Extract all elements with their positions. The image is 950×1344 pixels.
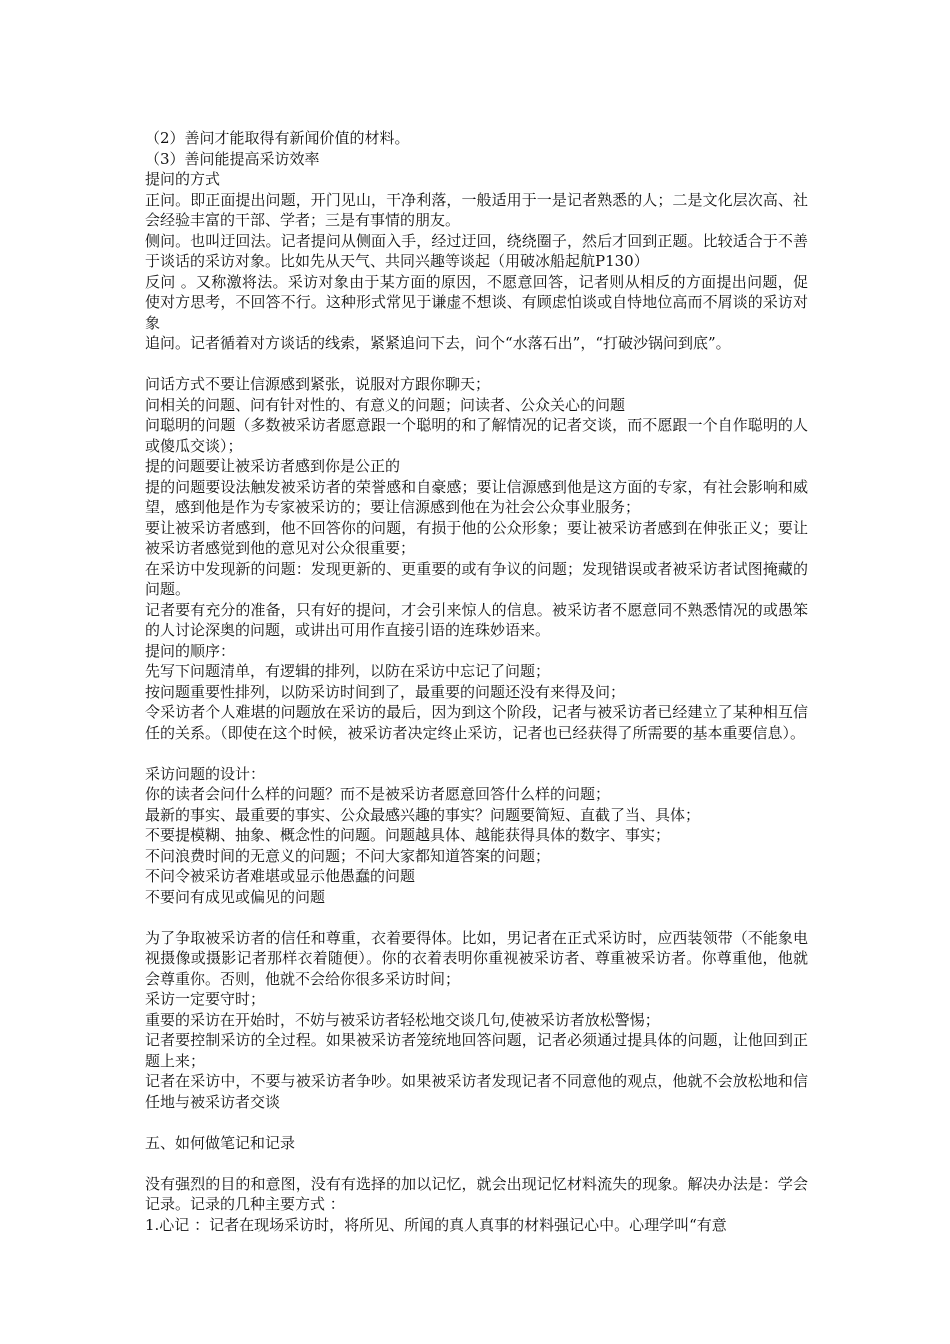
blank-line (145, 743, 808, 764)
text-paragraph: 记者要有充分的准备，只有好的提问，才会引来惊人的信息。被采访者不愿意同不熟悉情况的或愚笨的人讨论深奥的问题，或讲出可用作直接引语的连珠妙语来。 (145, 600, 808, 639)
text-paragraph: （3）善问能提高采访效率 (145, 149, 320, 168)
text-paragraph: 没有强烈的目的和意图，没有有选择的加以记忆，就会出现记忆材料流失的现象。解决办法是：学会记录。记录的几种主要方式 ： (145, 1174, 808, 1213)
text-paragraph: 正问。即正面提出问题，开门见山，干净利落，一般适用于一是记者熟悉的人；二是文化层次高、社会经验丰富的干部、学者；三是有事情的朋友。 (145, 190, 808, 229)
text-paragraph: 侧问。也叫迂回法。记者提问从侧面入手，经过迂回，绕绕圈子，然后才回到正题。比较适合于不善于谈话的采访对象。比如先从天气、共同兴趣等谈起（用破冰船起航P130） (145, 231, 808, 270)
text-paragraph: 提的问题要让被采访者感到你是公正的 (145, 457, 401, 475)
text-paragraph: 按问题重要性排列，以防采访时间到了，最重要的问题还没有来得及问； (145, 682, 626, 701)
text-paragraph: 不问浪费时间的无意义的问题；不问大家都知道答案的问题； (145, 846, 551, 865)
text-paragraph: 提的问题要设法触发被采访者的荣誉感和自豪感；要让信源感到他是这方面的专家，有社会影响和威望，感到他是作为专家被采访的；要让信源感到他在为社会公众事业服务； (145, 477, 808, 516)
blank-line (145, 354, 808, 375)
text-paragraph: 不要问有成见或偏见的问题 (145, 887, 326, 906)
text-paragraph: 反问 。又称激将法。采访对象由于某方面的原因，不愿意回答，记者则从相反的方面提出问题，促使对方思考，不回答不行。这种形式常见于谦虚不想谈、有顾虑怕谈或自恃地位高而不屑谈的采访对象 (145, 272, 808, 332)
text-paragraph: 采访一定要守时； (145, 990, 266, 1008)
text-paragraph: （2）善问才能取得有新闻价值的材料。 (145, 129, 410, 147)
text-paragraph: 问聪明的问题（多数被采访者愿意跟一个聪明的和了解情况的记者交谈，而不愿跟一个自作聪明的人或傻瓜交谈）； (145, 416, 808, 455)
text-paragraph: 问话方式不要让信源感到紧张，说服对方跟你聊天； (145, 375, 491, 393)
section-heading: 提问的顺序： (145, 641, 236, 660)
text-paragraph: 1.心记 ：记者在现场采访时，将所见、所闻的真人真事的材料强记心中。心理学叫“有意 (145, 1215, 727, 1234)
section-heading: 采访问题的设计： (145, 764, 266, 783)
blank-line (145, 907, 808, 928)
text-paragraph: 令采访者个人难堪的问题放在采访的最后，因为到这个阶段，记者与被采访者已经建立了某种相互信任的关系。（即使在这个时候，被采访者决定终止采访，记者也已经获得了所需要的基本重要信息）。 (145, 703, 808, 742)
section-heading: 提问的方式 (145, 170, 221, 188)
text-paragraph: 要让被采访者感到，他不回答你的问题，有损于他的公众形象；要让被采访者感到在伸张正义；要让被采访者感觉到他的意见对公众很重要； (145, 518, 808, 557)
text-paragraph: 先写下问题清单，有逻辑的排列，以防在采访中忘记了问题； (145, 662, 551, 680)
text-paragraph: 问相关的问题、问有针对性的、有意义的问题；问读者、公众关心的问题 (145, 395, 626, 414)
text-paragraph: 不问令被采访者难堪或显示他愚蠢的问题 (145, 867, 416, 885)
text-paragraph: 最新的事实、最重要的事实、公众最感兴趣的事实？问题要简短、直截了当、具体； (145, 805, 701, 824)
text-paragraph: 你的读者会问什么样的问题？而不是被采访者愿意回答什么样的问题； (145, 785, 611, 803)
blank-line (145, 1153, 808, 1174)
text-paragraph: 追问。记者循着对方谈话的线索，紧紧追问下去，问个“水落石出”，“打破沙锅问到底”。 (145, 334, 731, 352)
document-page (145, 128, 808, 1235)
text-paragraph: 在采访中发现新的问题：发现更新的、更重要的或有争议的问题；发现错误或者被采访者试图掩藏的问题。 (145, 559, 808, 598)
text-paragraph: 记者在采访中，不要与被采访者争吵。如果被采访者发现记者不同意他的观点，他就不会放松地和信任地与被采访者交谈 (145, 1072, 808, 1111)
text-paragraph: 为了争取被采访者的信任和尊重，衣着要得体。比如，男记者在正式采访时，应西装领带（不能象电视摄像或摄影记者那样衣着随便）。你的衣着表明你重视被采访者、尊重被采访者。你尊重他，他就会尊重你。否则，他就不会给你很多采访时间； (145, 928, 808, 988)
text-paragraph: 记者要控制采访的全过程。如果被采访者笼统地回答问题，记者必须通过提具体的问题，让他回到正题上来； (145, 1031, 808, 1070)
blank-line (145, 1112, 808, 1133)
text-paragraph: 不要提模糊、抽象、概念性的问题。问题越具体、越能获得具体的数字、事实； (145, 826, 671, 844)
text-paragraph: 重要的采访在开始时，不妨与被采访者轻松地交谈几句,使被采访者放松警惕； (145, 1010, 660, 1029)
section-heading: 五、如何做笔记和记录 (145, 1133, 296, 1152)
